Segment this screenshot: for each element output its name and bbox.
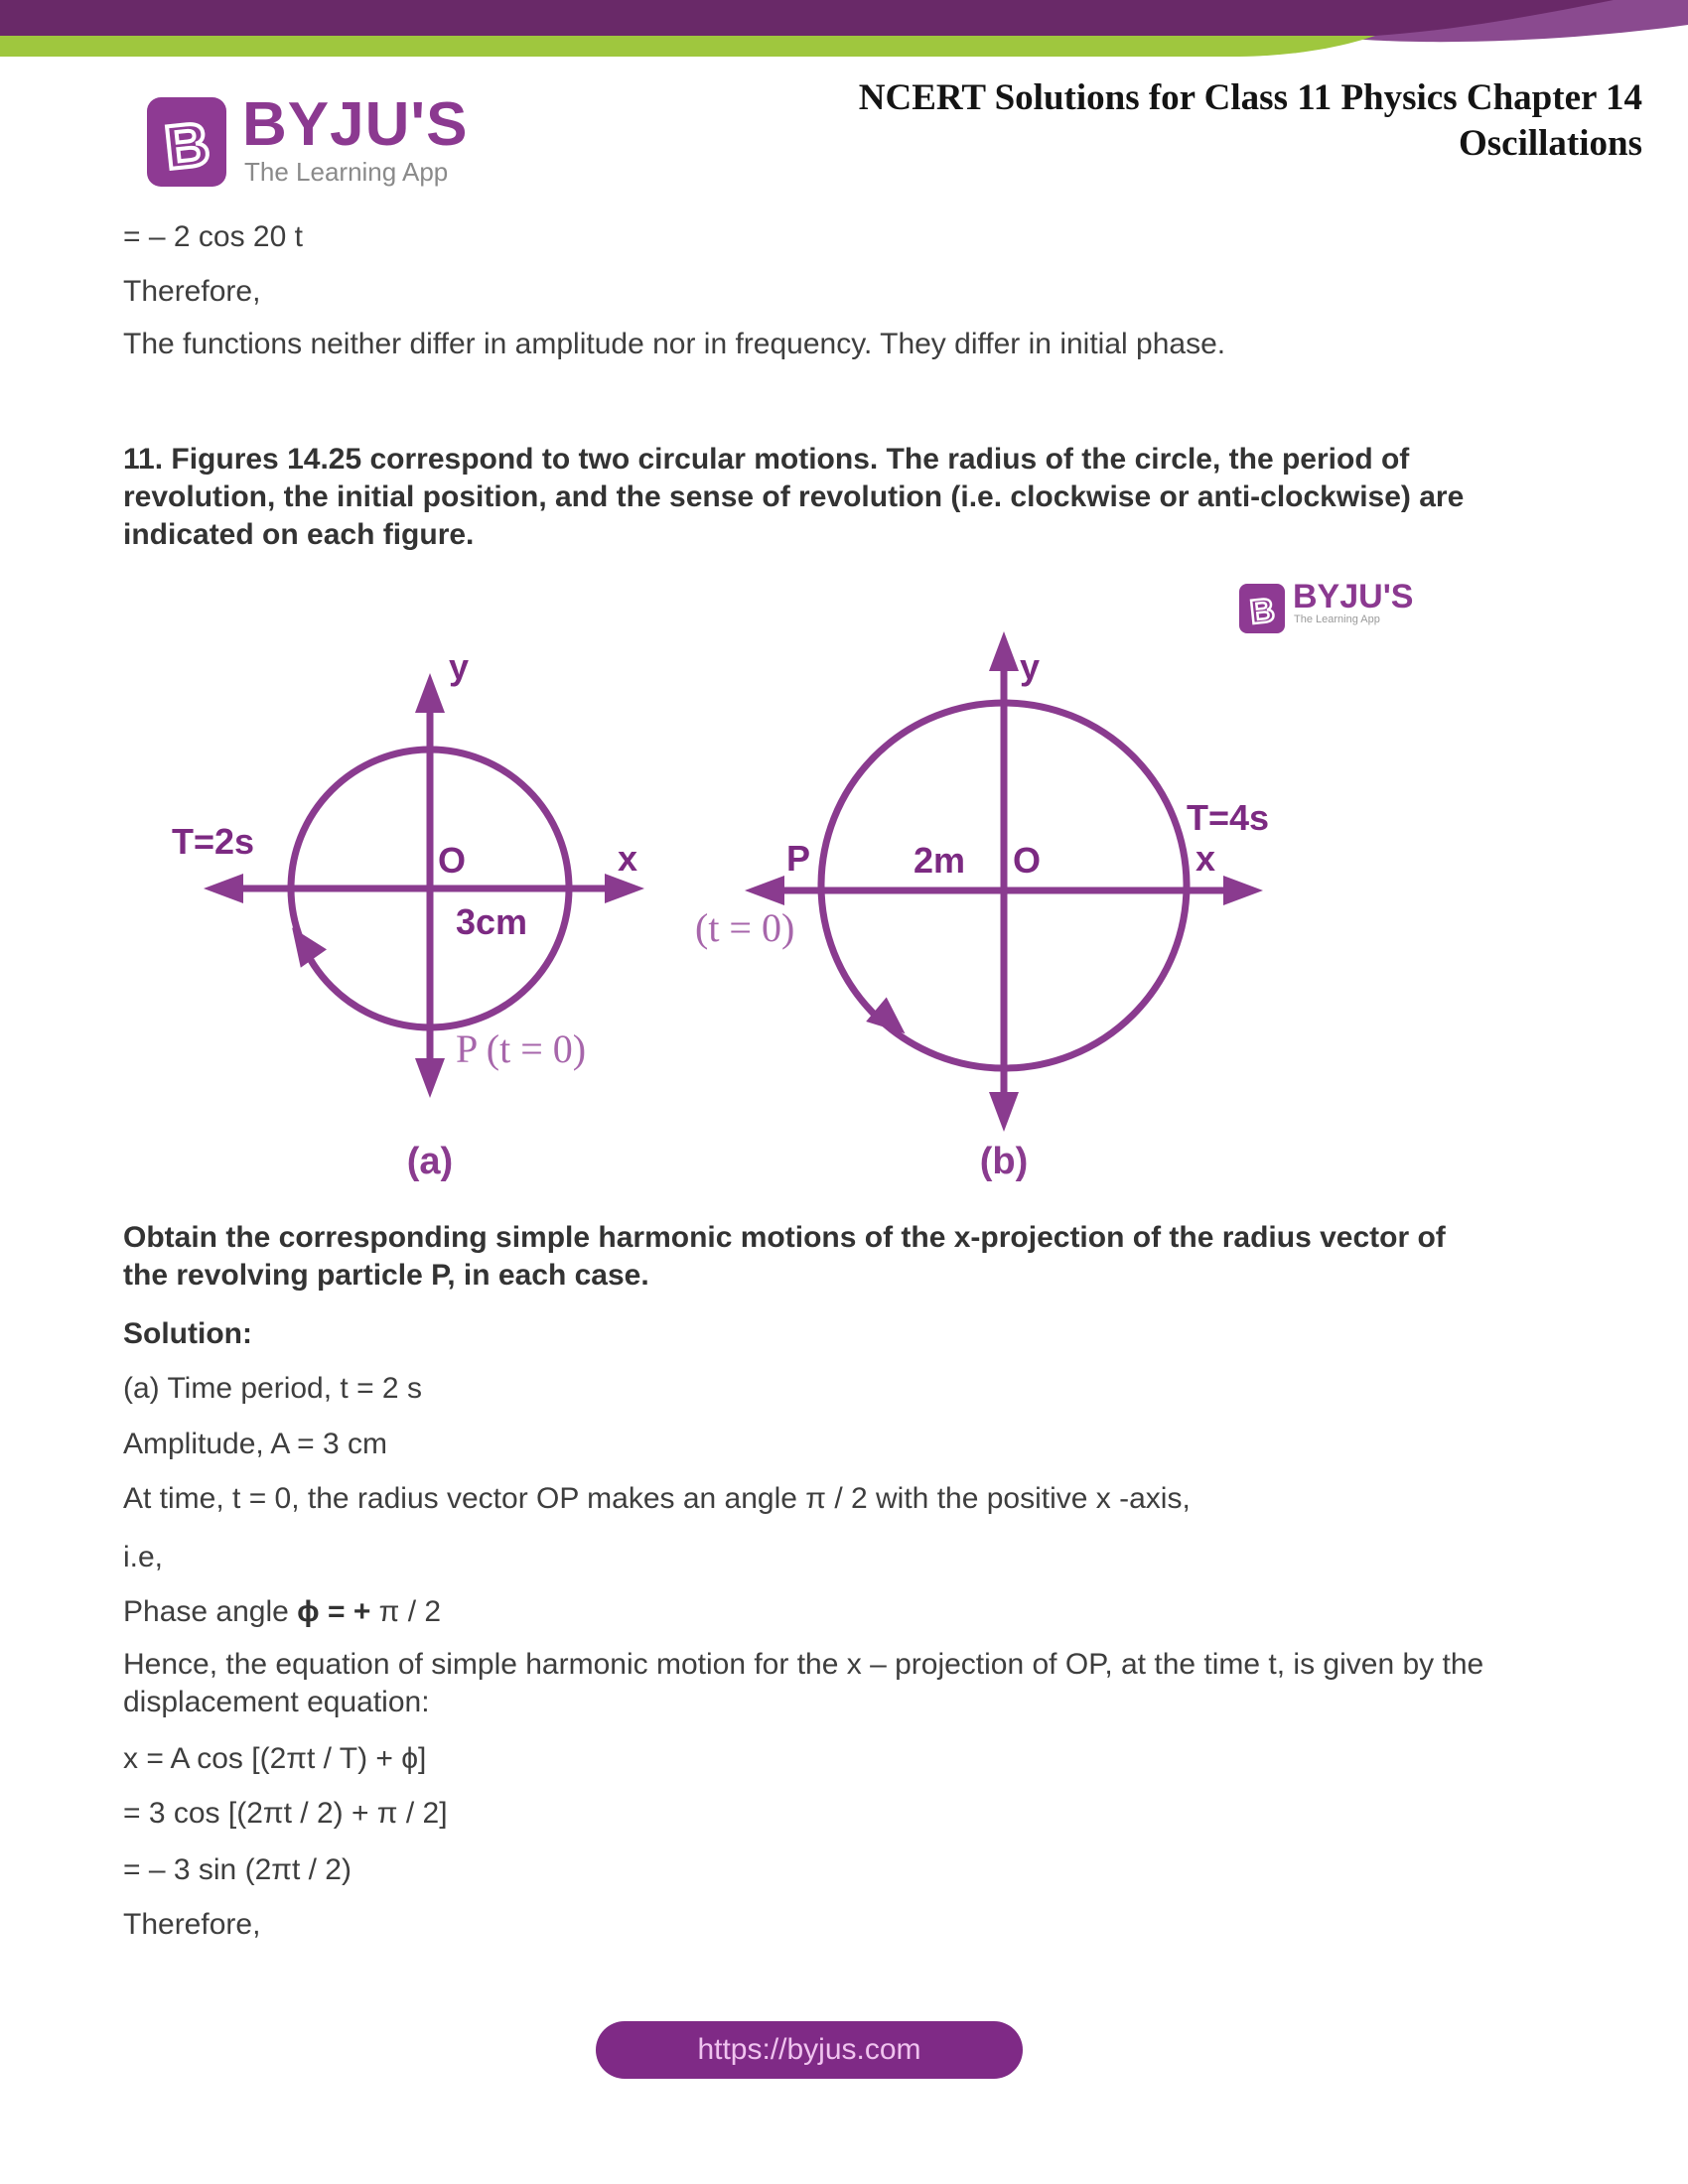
- top-banner: [0, 0, 1688, 60]
- figure-b-y-down-arrow-icon: [989, 1092, 1019, 1132]
- figure-b-y-axis-label: y: [1020, 646, 1041, 687]
- phase-prefix: Phase angle: [123, 1595, 298, 1628]
- figure-b-labels: [786, 646, 1269, 1182]
- question-line-1: 11. Figures 14.25 correspond to two circular motions. The radius of the circle, the period of: [123, 443, 1410, 476]
- byjus-watermark: [1239, 578, 1458, 643]
- question2-line-1: Obtain the corresponding simple harmonic motions of the x-projection of the radius vector of: [123, 1221, 1446, 1254]
- figure-b-geometry: [779, 663, 1228, 1100]
- byjus-logo: [147, 90, 564, 192]
- figure-a-y-axis-label: y: [449, 646, 470, 687]
- byjus-watermark-wordmark: BYJU'S: [1293, 578, 1414, 615]
- figure-a-caption: (a): [406, 1141, 454, 1182]
- byjus-watermark-icon: [1239, 584, 1285, 633]
- figure-b-x-axis-label: x: [1196, 838, 1216, 879]
- byjus-wordmark: BYJU'S: [242, 90, 469, 159]
- byjus-watermark-tagline: The Learning App: [1294, 614, 1380, 625]
- solution-hence-line-1: Hence, the equation of simple harmonic motion for the x – projection of OP, at the time t, is given by the: [123, 1648, 1484, 1681]
- figure-b-x-right-arrow-icon: [1223, 876, 1263, 905]
- solution-ie: i.e,: [123, 1541, 164, 1573]
- question2-line-2: the revolving particle P, in each case.: [123, 1259, 649, 1292]
- figure-a-origin-label: O: [438, 840, 467, 881]
- figure-a-y-arrow-icon: [415, 673, 445, 713]
- solution-phase-angle: [123, 1595, 441, 1629]
- solution-radius-vector: At time, t = 0, the radius vector OP makes an angle π / 2 with the positive x -axis,: [123, 1482, 1191, 1515]
- figure-a-x-left-arrow-icon: [204, 874, 243, 903]
- phase-value: ϕ = +: [297, 1595, 379, 1628]
- solution-eq-2: = 3 cos [(2πt / 2) + π / 2]: [123, 1797, 448, 1830]
- footer-url-button[interactable]: [596, 2021, 1023, 2079]
- conclusion-text: The functions neither differ in amplitude nor in frequency. They differ in initial phase.: [123, 328, 1226, 360]
- figure-b-caption: (b): [979, 1141, 1029, 1182]
- figure-b-time-label: (t = 0): [695, 905, 795, 950]
- figure-a-period-label: T=2s: [172, 821, 255, 862]
- figure-a-geometry: [238, 705, 610, 1066]
- therefore-text-2: Therefore,: [123, 1908, 261, 1941]
- svg-text:B: B: [1248, 591, 1277, 632]
- footer-url-text[interactable]: https://byjus.com: [697, 2033, 921, 2066]
- question-line-2: revolution, the initial position, and the sense of revolution (i.e. clockwise or anti-clockwise) are: [123, 480, 1465, 513]
- solution-amplitude: Amplitude, A = 3 cm: [123, 1428, 387, 1460]
- byjus-tagline: The Learning App: [244, 157, 449, 187]
- figure-b-origin-label: O: [1013, 840, 1042, 881]
- svg-text:B: B: [161, 109, 213, 184]
- figure-a-rotation-arrow-icon: [279, 918, 327, 967]
- banner-green-swoosh: [0, 36, 1375, 57]
- therefore-text-1: Therefore,: [123, 275, 261, 308]
- figure-b-x-left-arrow-icon: [745, 876, 784, 905]
- page-title-line1: NCERT Solutions for Class 11 Physics Chapter 14: [858, 77, 1642, 118]
- figure-a-x-axis-label: x: [618, 838, 638, 879]
- solution-time-period: (a) Time period, t = 2 s: [123, 1372, 422, 1405]
- phase-suffix: π / 2: [378, 1595, 442, 1628]
- solution-hence-line-2: displacement equation:: [123, 1686, 430, 1718]
- byjus-logo-icon: [147, 97, 226, 187]
- question-line-3: indicated on each figure.: [123, 518, 475, 551]
- figure-b-particle-label: P: [786, 838, 811, 879]
- figure-a-particle-label: P (t = 0): [456, 1026, 587, 1071]
- figure-a-y-down-arrow-icon: [415, 1058, 445, 1098]
- figure-b-y-arrow-icon: [989, 631, 1019, 671]
- banner-purple-band: [0, 0, 1614, 36]
- figure-b-radius-label: 2m: [914, 840, 966, 881]
- figure-b-period-label: T=4s: [1187, 797, 1270, 838]
- solution-heading: Solution:: [123, 1317, 252, 1350]
- page-title-line2: Oscillations: [1458, 123, 1642, 164]
- solution-eq-1: x = A cos [(2πt / T) + ϕ]: [123, 1742, 427, 1775]
- figure-a-radius-label: 3cm: [456, 901, 528, 942]
- page-title: [859, 75, 1642, 167]
- solution-eq-3: = – 3 sin (2πt / 2): [123, 1853, 352, 1886]
- equation-prev: = – 2 cos 20 t: [123, 220, 303, 253]
- figure-14-25: [99, 556, 1489, 1211]
